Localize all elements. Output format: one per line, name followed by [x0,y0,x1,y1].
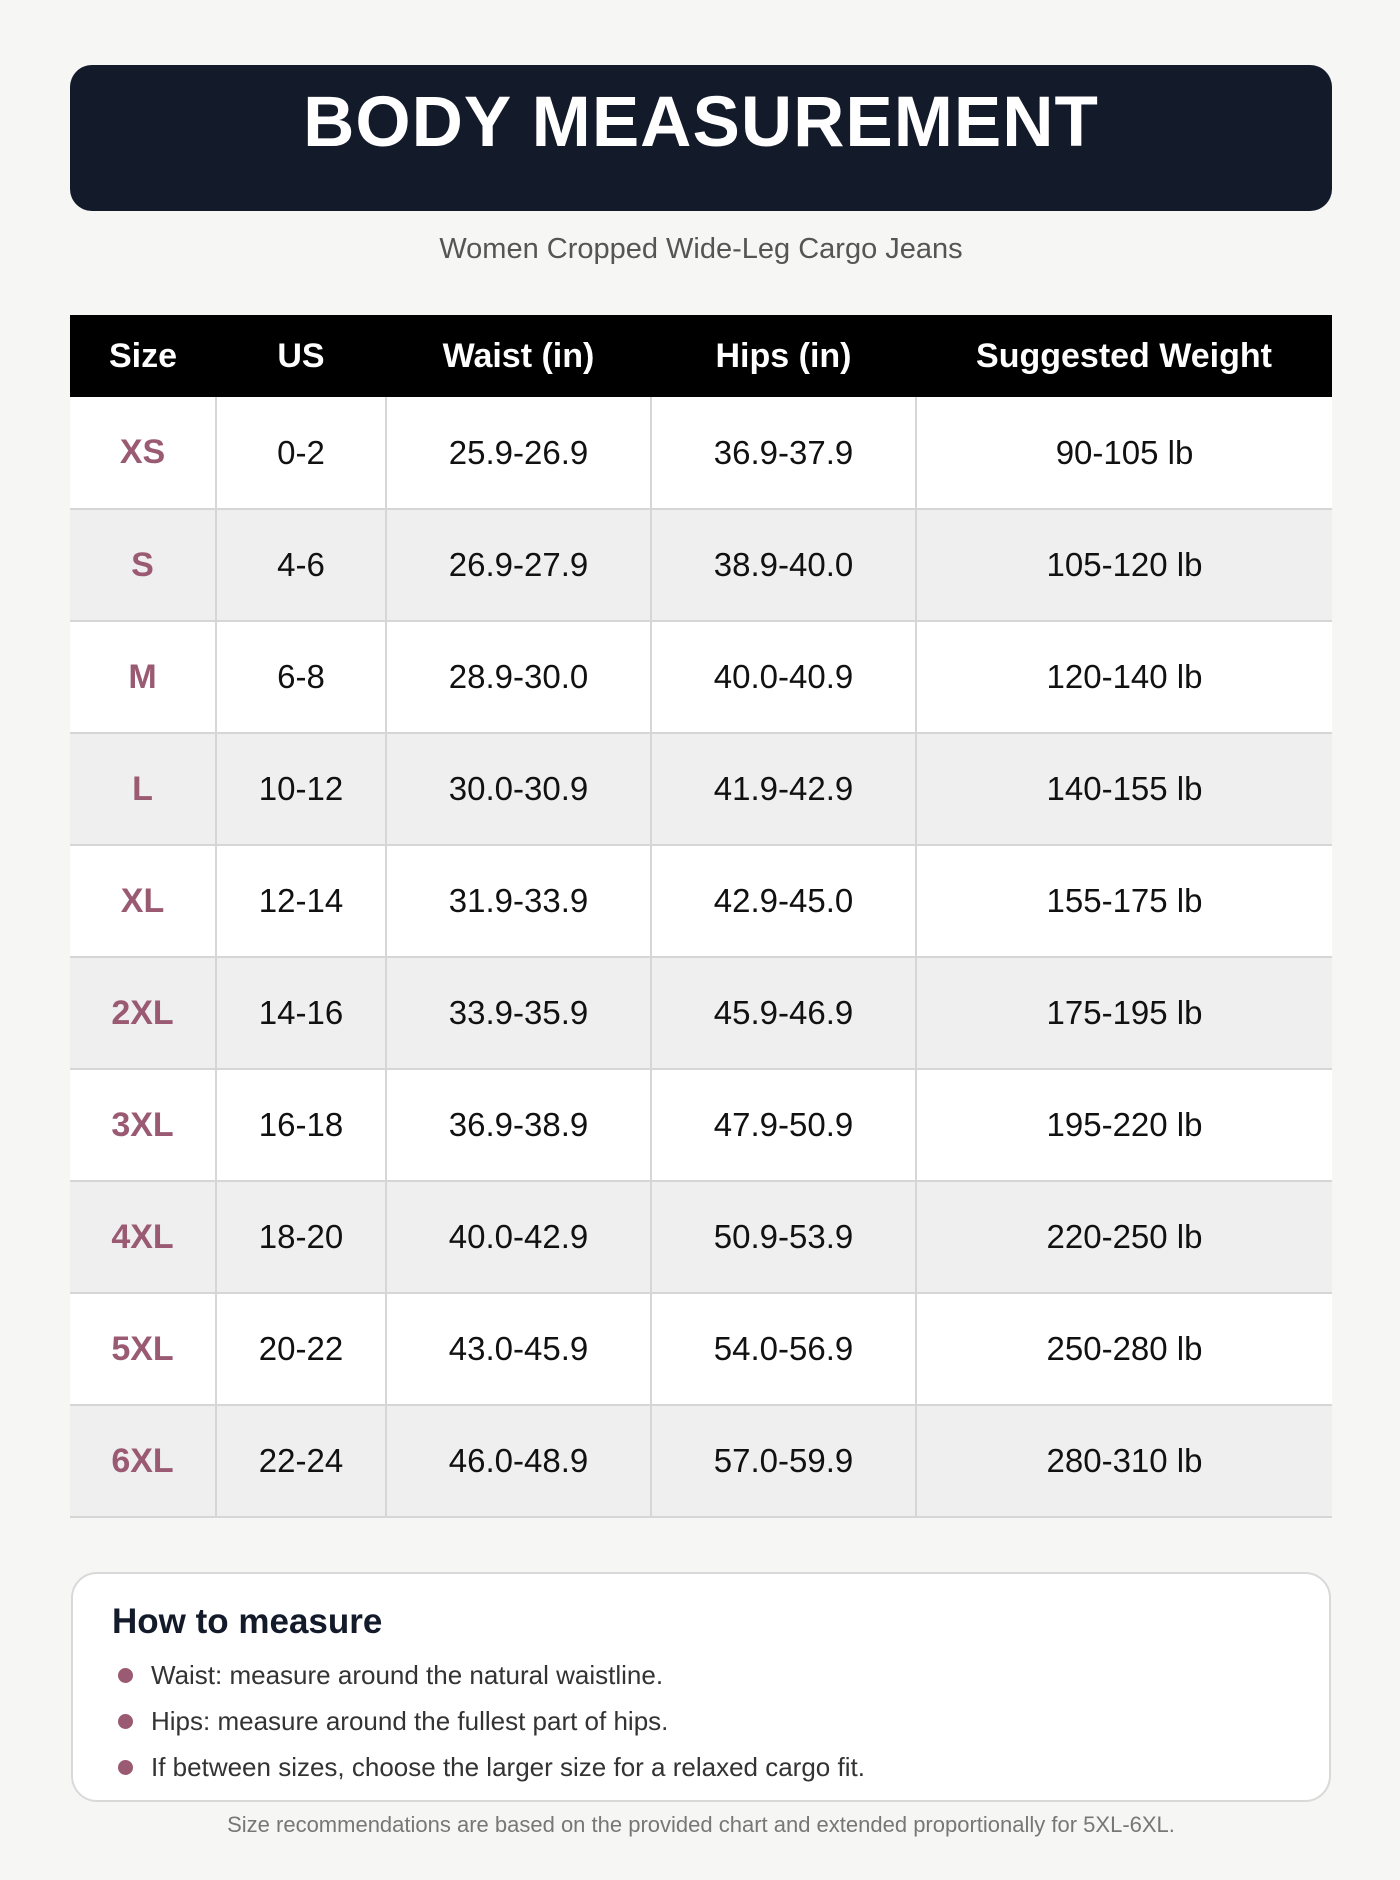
waist-cell: 31.9-33.9 [386,845,651,957]
waist-cell: 40.0-42.9 [386,1181,651,1293]
footnote: Size recommendations are based on the provided chart and extended proportionally for 5XL-6XL. [227,1812,1175,1837]
tip-between-sizes: If between sizes, choose the larger size for a relaxed cargo fit. [151,1751,865,1782]
table-row [70,509,1332,621]
us-cell: 12-14 [216,845,386,957]
table-row [70,1181,1332,1293]
us-cell: 0-2 [216,397,386,509]
size-table [70,315,1332,1518]
hips-cell: 40.0-40.9 [651,621,916,733]
table-header-row [70,315,1332,397]
weight-cell: 155-175 lb [916,845,1332,957]
how-to-measure-title: How to measure [112,1602,383,1641]
how-to-measure-panel [71,1572,1331,1802]
weight-cell: 250-280 lb [916,1293,1332,1405]
hips-cell: 50.9-53.9 [651,1181,916,1293]
waist-cell: 46.0-48.9 [386,1405,651,1517]
tip-hips: Hips: measure around the fullest part of hips. [151,1705,669,1736]
table-row [70,1293,1332,1405]
table-row [70,733,1332,845]
weight-cell: 105-120 lb [916,509,1332,621]
table-row [70,621,1332,733]
size-cell: S [70,509,216,621]
list-item [112,1652,1291,1698]
measure-tips-list [112,1652,1291,1790]
size-cell: M [70,621,216,733]
bullet-dot-icon [118,1668,133,1683]
us-cell: 4-6 [216,509,386,621]
column-header-waist: Waist (in) [386,315,651,397]
us-cell: 18-20 [216,1181,386,1293]
weight-cell: 120-140 lb [916,621,1332,733]
weight-cell: 195-220 lb [916,1069,1332,1181]
page-title: BODY MEASUREMENT [303,82,1099,162]
table-row [70,1405,1332,1517]
table-row [70,1069,1332,1181]
hips-cell: 47.9-50.9 [651,1069,916,1181]
size-cell: XL [70,845,216,957]
us-cell: 22-24 [216,1405,386,1517]
waist-cell: 43.0-45.9 [386,1293,651,1405]
us-cell: 6-8 [216,621,386,733]
tip-waist: Waist: measure around the natural waistline. [151,1659,664,1690]
waist-cell: 33.9-35.9 [386,957,651,1069]
size-cell: 3XL [70,1069,216,1181]
weight-cell: 175-195 lb [916,957,1332,1069]
size-cell: 5XL [70,1293,216,1405]
us-cell: 10-12 [216,733,386,845]
us-cell: 14-16 [216,957,386,1069]
list-item [112,1698,1291,1744]
column-header-us: US [216,315,386,397]
hips-cell: 54.0-56.9 [651,1293,916,1405]
weight-cell: 220-250 lb [916,1181,1332,1293]
table-row [70,957,1332,1069]
column-header-hips: Hips (in) [651,315,916,397]
hips-cell: 57.0-59.9 [651,1405,916,1517]
table-row [70,397,1332,509]
product-subtitle: Women Cropped Wide-Leg Cargo Jeans [439,233,963,265]
bullet-dot-icon [118,1714,133,1729]
hips-cell: 45.9-46.9 [651,957,916,1069]
hips-cell: 38.9-40.0 [651,509,916,621]
table-row [70,845,1332,957]
size-cell: 4XL [70,1181,216,1293]
us-cell: 20-22 [216,1293,386,1405]
size-cell: XS [70,397,216,509]
waist-cell: 25.9-26.9 [386,397,651,509]
waist-cell: 36.9-38.9 [386,1069,651,1181]
bullet-dot-icon [118,1760,133,1775]
waist-cell: 30.0-30.9 [386,733,651,845]
weight-cell: 90-105 lb [916,397,1332,509]
waist-cell: 28.9-30.0 [386,621,651,733]
hips-cell: 41.9-42.9 [651,733,916,845]
size-cell: 2XL [70,957,216,1069]
hips-cell: 36.9-37.9 [651,397,916,509]
list-item [112,1744,1291,1790]
title-banner [70,65,1332,211]
size-cell: L [70,733,216,845]
size-cell: 6XL [70,1405,216,1517]
column-header-weight: Suggested Weight [916,315,1332,397]
hips-cell: 42.9-45.0 [651,845,916,957]
waist-cell: 26.9-27.9 [386,509,651,621]
us-cell: 16-18 [216,1069,386,1181]
weight-cell: 280-310 lb [916,1405,1332,1517]
weight-cell: 140-155 lb [916,733,1332,845]
column-header-size: Size [70,315,216,397]
